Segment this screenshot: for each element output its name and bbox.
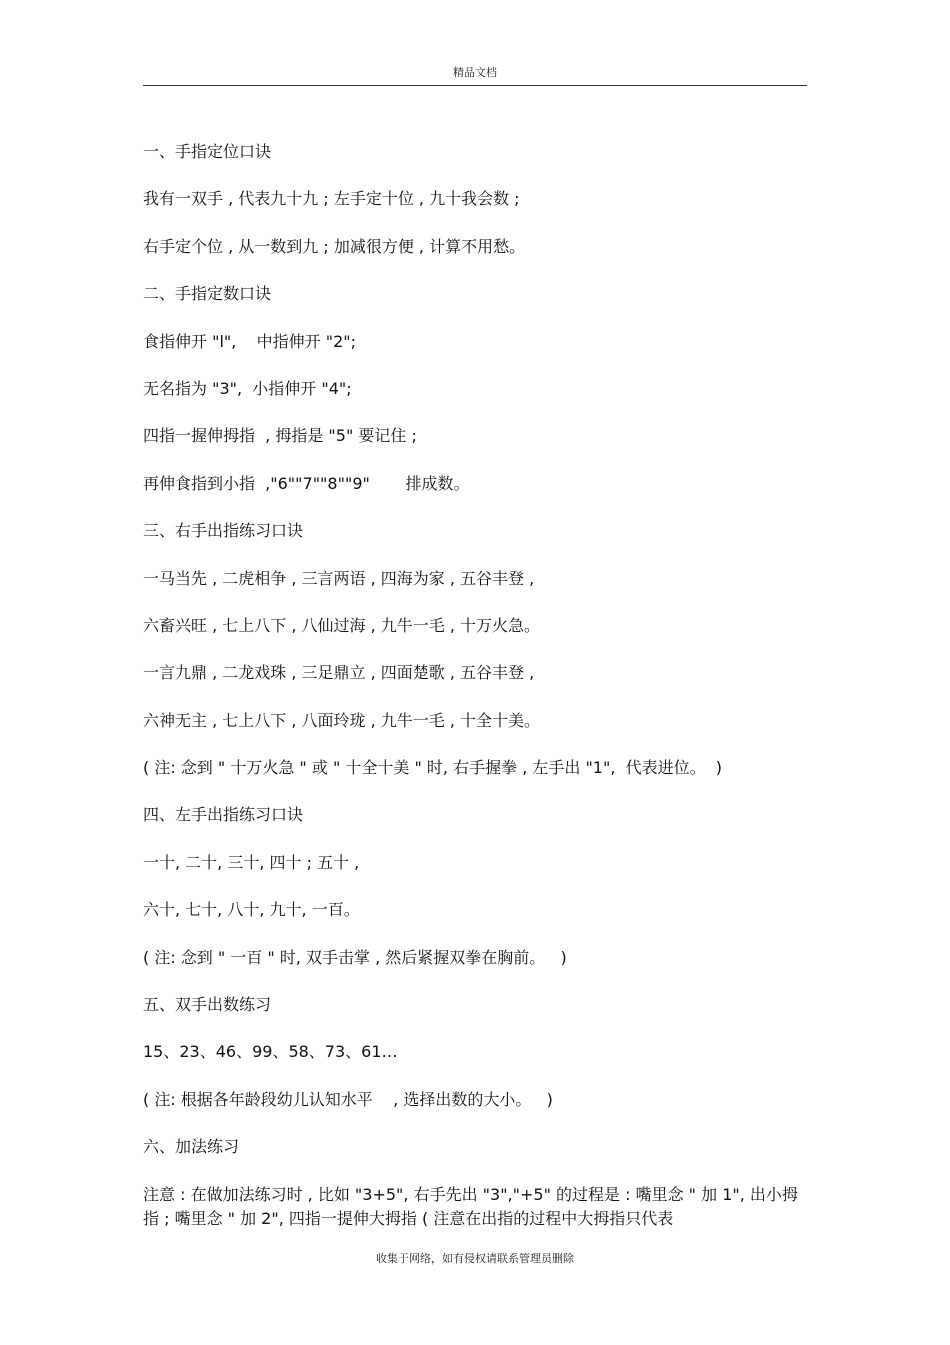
text-line: 右手定个位 , 从一数到九 ; 加减很方便 , 计算不用愁。	[143, 236, 526, 256]
text-line: 无名指为 "3", 小指伸开 "4";	[143, 378, 352, 398]
addition-note-paragraph: 注意 : 在做加法练习时 , 比如 "3+5", 右手先出 "3","+5" 的过程是 : 嘴里念 " 加 1", 出小拇指 ; 嘴里念 " 加 2", 四指一提伸大拇指 ( 注意在出指的过程中大拇指只代表	[143, 1184, 798, 1228]
text-line: 一言九鼎 , 二龙戏珠 , 三足鼎立 , 四面楚歌 , 五谷丰登 ,	[143, 663, 535, 683]
text-line: 我有一双手 , 代表九十九 ; 左手定十位 , 九十我会数 ;	[143, 189, 520, 209]
page-header: 精品文档	[453, 66, 497, 79]
section-heading-two-hand-practice: 五、双手出数练习	[143, 995, 272, 1015]
text-line: 一马当先 , 二虎相争 , 三言两语 , 四海为家 , 五谷丰登 ,	[143, 568, 535, 588]
text-line: 六畜兴旺 , 七上八下 , 八仙过海 , 九牛一毛 , 十万火急。	[143, 615, 541, 635]
text-line: 六十, 七十, 八十, 九十, 一百。	[143, 900, 360, 920]
section-heading-right-hand-practice: 三、右手出指练习口诀	[143, 521, 304, 541]
text-line: 一十, 二十, 三十, 四十 ; 五十 ,	[143, 852, 360, 872]
header-divider	[143, 85, 807, 86]
section-heading-left-hand-practice: 四、左手出指练习口诀	[143, 805, 304, 825]
section-heading-addition-practice: 六、加法练习	[143, 1137, 240, 1157]
text-line: 六神无主 , 七上八下 , 八面玲珑 , 九牛一毛 , 十全十美。	[143, 710, 541, 730]
note-line: ( 注: 根据各年龄段幼儿认知水平 , 选择出数的大小。 )	[143, 1089, 553, 1109]
text-line: 15、23、46、99、58、73、61…	[143, 1042, 398, 1062]
text-line: 食指伸开 "l", 中指伸开 "2";	[143, 331, 357, 351]
section-heading-finger-numbers: 二、手指定数口诀	[143, 284, 272, 304]
text-line: 四指一握伸拇指 , 拇指是 "5" 要记住 ;	[143, 426, 417, 446]
document-body	[143, 140, 807, 1231]
note-line: ( 注: 念到 " 十万火急 " 或 " 十全十美 " 时, 右手握拳 , 左手出 "1", 代表进位。 )	[143, 758, 723, 778]
page-footer: 收集于网络，如有侵权请联系管理员删除	[376, 1252, 574, 1265]
note-line: ( 注: 念到 " 一百 " 时, 双手击掌 , 然后紧握双拳在胸前。 )	[143, 947, 567, 967]
text-line: 再伸食指到小指 ,"6""7""8""9" 排成数。	[143, 473, 470, 493]
section-heading-finger-position: 一、手指定位口诀	[143, 142, 272, 161]
